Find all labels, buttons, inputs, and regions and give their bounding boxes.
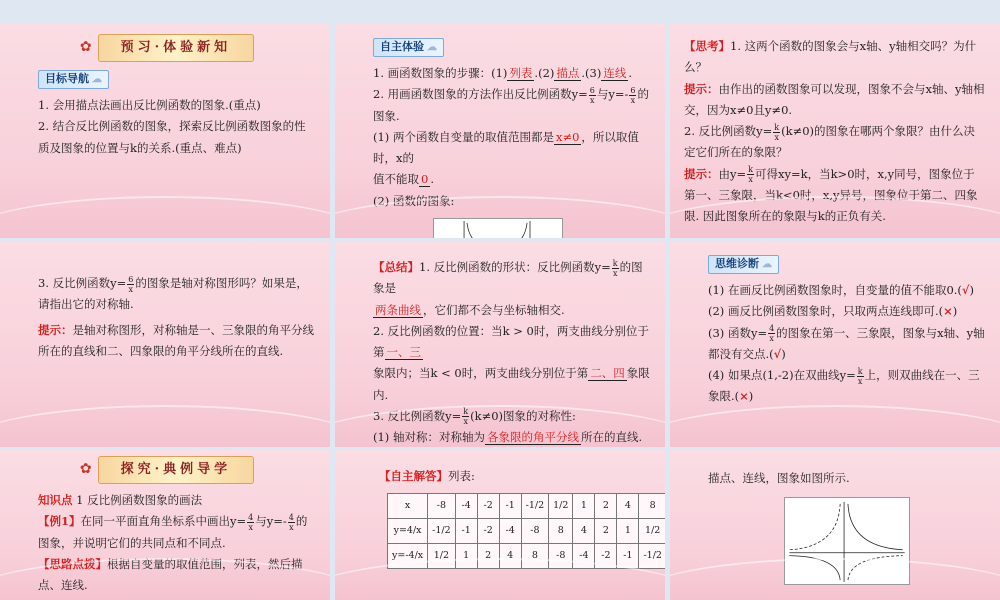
table-cell: 4	[499, 544, 521, 569]
hyperbola-mini-graph	[433, 218, 563, 238]
table-header-cell: -2	[477, 494, 499, 519]
table-cell: -8	[521, 519, 549, 544]
banner-title: 探究·典例导学	[98, 456, 255, 484]
table-cell: 2	[595, 519, 617, 544]
think-q1: 【思考】1. 这两个函数的图象会与x轴、y轴相交吗？为什么？	[684, 39, 977, 75]
slide-explore-example[interactable]	[0, 450, 330, 600]
step-line: 1. 画函数图象的步骤：(1) 列表 .(2) 描点 .(3) 连线 .	[373, 66, 632, 80]
goal-item-1: 1. 会用描点法画出反比例函数的图象.(重点)	[38, 98, 261, 113]
think-q2: 2. 反比例函数y= $\frac{k}{x}$ (k≠0)的图象在哪两个象限？由什么决定它们所在的象限？	[684, 122, 976, 160]
think-hint1: 提示：由作出的函数图象可以发现，图象不会与x轴、y轴相交，因为x≠0且y≠0.	[684, 81, 985, 117]
table-header-cell: -8	[428, 494, 456, 519]
flower-icon: ✿	[79, 39, 92, 56]
table-cell: 1/2	[639, 519, 665, 544]
summary-3: 3. 反比例函数y= $\frac{k}{x}$ (k≠0)图象的对称性:	[373, 407, 576, 427]
table-header-cell: 8	[639, 494, 665, 519]
table-cell: -1	[617, 544, 639, 569]
table-cell: -2	[595, 544, 617, 569]
slide-summary[interactable]	[335, 241, 665, 447]
domain-line: (1) 两个函数自变量的取值范围都是 x≠0 ，所以取值时，x的	[373, 129, 639, 166]
slide-self-experience[interactable]	[335, 24, 665, 238]
table-header-cell: x	[388, 494, 428, 519]
table-cell: -8	[549, 544, 573, 569]
slide-table-answer[interactable]	[335, 450, 665, 600]
diag-item-4: (4) 如果点(1,-2)在双曲线y= $\frac{k}{x}$ 上，则双曲线在一、三象限.(×)	[708, 366, 980, 404]
section-banner	[18, 456, 316, 484]
symmetry-q3: 3. 反比例函数y= $\frac{6}{x}$ 的图象是轴对称图形吗？如果是，请指出它的对称轴.	[38, 274, 308, 312]
summary-1b: 两条曲线 ，它们都不会与坐标轴相交.	[375, 302, 565, 317]
table-cell: -1	[455, 519, 477, 544]
diag-item-3: (3) 函数y= $\frac{4}{x}$ 的图象在第一、三象限，图象与x轴、y轴都没有交点.(√)	[708, 324, 985, 361]
table-cell: 4	[573, 519, 595, 544]
table-header-cell: -1	[499, 494, 521, 519]
self-experience-tag: 自主体验 ☁	[373, 38, 444, 57]
thinking-tip: 【思路点拨】根据自变量的取值范围，列表，然后描点、连线.	[38, 556, 303, 593]
table-cell: 1	[617, 519, 639, 544]
table-cell: 8	[549, 519, 573, 544]
table-cell: -2	[477, 519, 499, 544]
table-cell: 2	[477, 544, 499, 569]
graph-caption: (2) 函数的图象:	[373, 193, 455, 208]
banner-title: 预习·体验新知	[98, 34, 255, 62]
table-header-cell: 1	[573, 494, 595, 519]
slide-grid	[0, 24, 1000, 600]
table-header-cell: 2	[595, 494, 617, 519]
value-table	[387, 493, 665, 569]
knowledge-point: 知识点 1 反比例函数图象的画法	[38, 493, 203, 508]
example-1: 【例1】在同一平面直角坐标系中画出y= $\frac{4}{x}$ 与y=- $\frac{4}{x}$ 的图象，并说明它们的共同点和不同点.	[38, 512, 308, 550]
table-cell: -4	[499, 519, 521, 544]
table-header-cell: -1/2	[521, 494, 549, 519]
table-cell: -1/2	[639, 544, 665, 569]
diag-item-2: (2) 画反比例函数图象时，只取两点连线即可.(×)	[708, 304, 958, 319]
goal-nav-tag: 目标导航 ☁	[38, 70, 109, 89]
table-cell: 1/2	[428, 544, 456, 569]
answer-label: 【自主解答】列表:	[379, 469, 475, 483]
flower-icon: ✿	[79, 461, 92, 478]
think-hint2: 提示：由y= $\frac{k}{x}$ 可得xy=k，当k>0时，x,y同号，图象位于第一、三象限，当k<0时，x,y异号，图象位于第二、四象限. 因此图象所在的象限与k的正负有关.	[684, 165, 978, 224]
draw-line: 2. 用画函数图象的方法作出反比例函数y= $\frac{6}{x}$ 与y=- $\frac{6}{x}$ 的图象.	[373, 85, 649, 123]
table-cell: 8	[521, 544, 549, 569]
table-cell: -4	[573, 544, 595, 569]
summary-2: 2. 反比例函数的位置：当k > 0时，两支曲线分别位于第 一、三	[373, 323, 649, 360]
cloud-icon: ☁	[427, 42, 437, 53]
slide-diagnosis[interactable]	[670, 241, 1000, 447]
table-header-cell: 4	[617, 494, 639, 519]
hyperbola-graph	[784, 497, 910, 585]
slide-preview-goals[interactable]	[0, 24, 330, 238]
table-cell: 1	[455, 544, 477, 569]
goal-item-2: 2. 结合反比例函数的图象，探索反比例函数图象的性质及图象的位置与k的关系.(重点、难点)	[38, 119, 306, 155]
table-cell: y=4/x	[388, 519, 428, 544]
diag-item-1: (1) 在画反比例函数图象时，自变量的值不能取0.(√)	[708, 283, 974, 297]
slide-think[interactable]	[670, 24, 1000, 238]
slide-graph-answer[interactable]	[670, 450, 1000, 600]
diagnosis-tag: 思维诊断 ☁	[708, 255, 779, 274]
table-header-cell: -4	[455, 494, 477, 519]
table-cell: -1/2	[428, 519, 456, 544]
summary-2b: 象限内；当k < 0时，两支曲线分别位于第 二、四 象限内.	[373, 366, 650, 402]
summary-axis: (1) 轴对称：对称轴为 各象限的角平分线 所在的直线.	[373, 430, 643, 445]
summary-1: 【总结】1. 反比例函数的形状：反比例函数y= $\frac{k}{x}$ 的图象是	[373, 258, 643, 296]
cloud-icon: ☁	[762, 259, 772, 270]
symmetry-hint: 提示：是轴对称图形，对称轴是一、三象限的角平分线所在的直线和二、四象限的角平分线所在的直线.	[38, 322, 314, 358]
domain-line-2: 值不能取 0 .	[373, 172, 434, 187]
graph-answer-text: 描点、连线，图象如图所示.	[708, 471, 850, 485]
table-cell: y=-4/x	[388, 544, 428, 569]
cloud-icon: ☁	[92, 74, 102, 86]
section-banner	[18, 34, 316, 62]
table-header-cell: 1/2	[549, 494, 573, 519]
slide-symmetry-question[interactable]	[0, 241, 330, 447]
